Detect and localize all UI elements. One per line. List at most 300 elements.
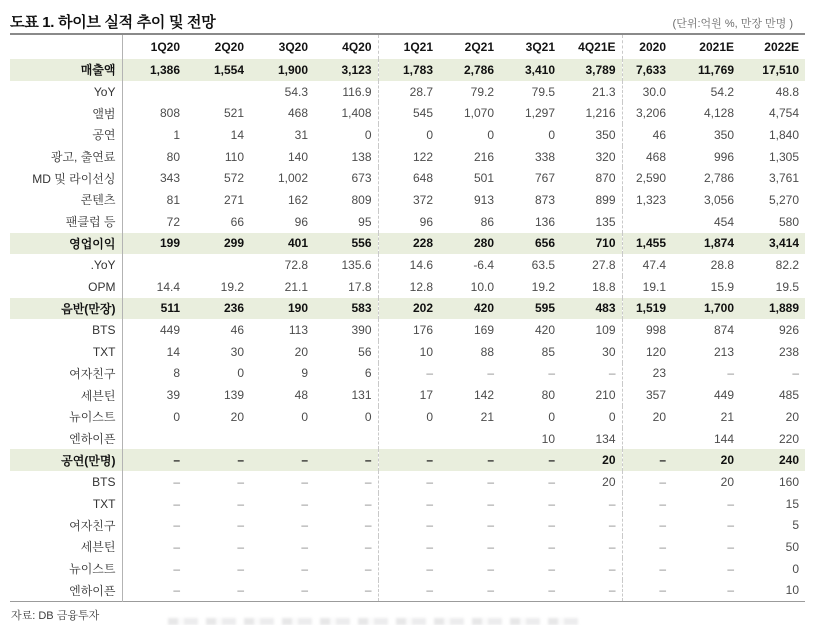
row-label: 여자친구 xyxy=(10,363,122,385)
table-cell: 80 xyxy=(166,149,180,164)
table-cell xyxy=(122,254,186,276)
table-cell: 46 xyxy=(622,124,672,146)
table-cell: 138 xyxy=(351,149,372,164)
table-cell: – xyxy=(727,583,734,598)
table-cell: 28.7 xyxy=(378,81,439,103)
table-cell: 85 xyxy=(541,344,555,359)
table-cell xyxy=(439,428,500,450)
table-cell: 17,510 xyxy=(740,59,805,81)
table-cell: 176 xyxy=(378,319,439,341)
table-cell: 10 xyxy=(541,431,555,446)
table-cell: 23 xyxy=(622,363,672,385)
table-cell: 210 xyxy=(595,388,616,403)
table-cell: – xyxy=(364,518,372,533)
table-cell: 30 xyxy=(602,344,616,359)
table-cell: 39 xyxy=(166,388,180,403)
table-cell: 213 xyxy=(713,344,734,359)
table-cell: 18.8 xyxy=(592,279,616,294)
table-cell: 1,305 xyxy=(768,149,799,164)
table-cell: – xyxy=(301,518,308,533)
table-cell: – xyxy=(301,561,308,576)
table-cell: – xyxy=(608,366,616,381)
table-cell: 95 xyxy=(358,214,372,229)
table-cell: – xyxy=(301,496,308,511)
table-cell: – xyxy=(622,580,672,602)
table-cell: 3,206 xyxy=(622,102,672,124)
column-header: 2Q20 xyxy=(214,40,244,54)
table-cell: 648 xyxy=(378,167,439,189)
table-cell: – xyxy=(237,539,244,554)
table-cell: 0 xyxy=(173,409,180,424)
table-row xyxy=(10,102,805,124)
table-cell: 1,455 xyxy=(622,233,672,255)
table-cell: 10 xyxy=(378,341,439,363)
table-cell: 220 xyxy=(778,431,799,446)
table-cell: 10 xyxy=(785,583,799,598)
table-row xyxy=(10,406,805,428)
table-cell: 350 xyxy=(595,127,616,142)
table-row xyxy=(10,558,805,580)
table-cell: 21.3 xyxy=(592,84,616,99)
table-cell: – xyxy=(548,518,555,533)
table-cell: 4,128 xyxy=(703,106,734,121)
column-header: 1Q21 xyxy=(378,34,439,59)
table-row xyxy=(10,363,805,385)
table-cell: 1,840 xyxy=(768,127,799,142)
table-cell: – xyxy=(186,449,250,471)
table-cell: 20 xyxy=(672,449,740,471)
table-cell: 1,874 xyxy=(672,233,740,255)
table-row xyxy=(10,233,805,255)
table-cell: – xyxy=(314,449,378,471)
table-cell: – xyxy=(173,561,180,576)
table-cell: 54.3 xyxy=(284,84,308,99)
table-cell: 162 xyxy=(287,192,308,207)
row-label: 음반(만장) xyxy=(10,298,122,320)
table-cell: 468 xyxy=(622,146,672,168)
row-label: BTS xyxy=(10,471,122,493)
column-header: 4Q21E xyxy=(578,40,616,54)
table-cell: 11,769 xyxy=(672,59,740,81)
table-row xyxy=(10,254,805,276)
table-cell: 913 xyxy=(473,192,494,207)
row-label: 엔하이픈 xyxy=(10,580,122,602)
table-cell: 139 xyxy=(223,388,244,403)
table-cell: 468 xyxy=(287,106,308,121)
table-cell: 580 xyxy=(778,214,799,229)
table-cell: 19.1 xyxy=(622,276,672,298)
table-cell: – xyxy=(378,514,439,536)
table-cell: – xyxy=(622,558,672,580)
row-label: TXT xyxy=(10,341,122,363)
table-cell: 140 xyxy=(287,149,308,164)
table-cell: – xyxy=(173,518,180,533)
table-cell: 109 xyxy=(595,323,616,338)
row-label: 공연(만명) xyxy=(10,449,122,471)
table-cell: 483 xyxy=(561,298,622,320)
table-cell: – xyxy=(487,474,494,489)
row-label: 매출액 xyxy=(10,59,122,81)
table-cell: 20 xyxy=(230,409,244,424)
column-header: 2021E xyxy=(699,40,734,54)
table-cell: – xyxy=(364,561,372,576)
table-cell: 0 xyxy=(378,406,439,428)
table-cell: 1,002 xyxy=(277,171,308,186)
table-row xyxy=(10,298,805,320)
table-row xyxy=(10,59,805,81)
table-cell: 15.9 xyxy=(710,279,734,294)
row-label: MD 및 라이선싱 xyxy=(10,167,122,189)
table-cell: 3,414 xyxy=(740,233,805,255)
table-cell: 556 xyxy=(314,233,378,255)
table-cell: – xyxy=(301,583,308,598)
table-cell: – xyxy=(301,539,308,554)
column-header: 2022E xyxy=(764,40,799,54)
table-cell: – xyxy=(237,496,244,511)
table-row xyxy=(10,276,805,298)
table-cell: 66 xyxy=(230,214,244,229)
table-cell: 0 xyxy=(548,409,555,424)
table-cell: 240 xyxy=(740,449,805,471)
table-cell: – xyxy=(727,366,734,381)
table-cell: 81 xyxy=(166,192,180,207)
table-cell: 357 xyxy=(622,384,672,406)
table-cell: 96 xyxy=(294,214,308,229)
table-cell: 271 xyxy=(223,192,244,207)
table-cell: 47.4 xyxy=(622,254,672,276)
source-note: 자료: DB 금융투자 xyxy=(11,609,100,622)
table-cell: 20 xyxy=(622,406,672,428)
table-cell: 20 xyxy=(602,474,616,489)
table-cell: 12.8 xyxy=(378,276,439,298)
table-row xyxy=(10,493,805,515)
table-cell: – xyxy=(608,583,616,598)
table-cell: 501 xyxy=(473,171,494,186)
row-label: OPM xyxy=(10,276,122,298)
table-cell: 122 xyxy=(378,146,439,168)
table-cell: 1,070 xyxy=(463,106,494,121)
table-cell: 21 xyxy=(720,409,734,424)
table-cell: 350 xyxy=(713,127,734,142)
table-row xyxy=(10,471,805,493)
table-cell: 673 xyxy=(351,171,372,186)
table-cell: 583 xyxy=(314,298,378,320)
table-cell: – xyxy=(378,493,439,515)
table-cell: – xyxy=(622,493,672,515)
table-cell xyxy=(122,81,186,103)
table-cell: 79.5 xyxy=(531,84,555,99)
table-cell: 216 xyxy=(473,149,494,164)
row-label: 광고, 출연료 xyxy=(10,146,122,168)
table-cell: 20 xyxy=(294,344,308,359)
table-cell xyxy=(314,428,378,450)
table-cell: 0 xyxy=(608,409,616,424)
table-cell: – xyxy=(608,539,616,554)
row-label: 공연 xyxy=(10,124,122,146)
table-cell: 72 xyxy=(166,214,180,229)
table-row xyxy=(10,580,805,602)
table-cell: 28.8 xyxy=(710,258,734,273)
table-cell: – xyxy=(487,561,494,576)
table-cell: 1,783 xyxy=(378,59,439,81)
table-cell xyxy=(186,81,250,103)
row-label: YoY xyxy=(10,81,122,103)
table-cell: 899 xyxy=(595,192,616,207)
table-cell: – xyxy=(301,474,308,489)
table-row xyxy=(10,341,805,363)
table-cell: – xyxy=(548,366,555,381)
table-cell: 27.8 xyxy=(592,258,616,273)
table-cell: 14.6 xyxy=(378,254,439,276)
table-cell: 511 xyxy=(122,298,186,320)
table-cell: – xyxy=(237,518,244,533)
table-row xyxy=(10,81,805,103)
table-cell: 0 xyxy=(364,127,372,142)
row-label: 뉴이스트 xyxy=(10,406,122,428)
corner-cell xyxy=(10,34,122,59)
column-header: 3Q21 xyxy=(525,40,555,54)
table-cell: 420 xyxy=(534,323,555,338)
table-cell: 135 xyxy=(595,214,616,229)
table-cell: 1,554 xyxy=(186,59,250,81)
table-cell: 238 xyxy=(778,344,799,359)
table-row xyxy=(10,146,805,168)
table-cell: 926 xyxy=(778,323,799,338)
table-cell: – xyxy=(487,583,494,598)
table-cell: – xyxy=(727,561,734,576)
table-cell: 572 xyxy=(223,171,244,186)
table-cell: 0 xyxy=(364,409,372,424)
table-cell: 3,123 xyxy=(314,59,378,81)
row-label: 영업이익 xyxy=(10,233,122,255)
figure-title: 도표 1. 하이브 실적 추이 및 전망 xyxy=(10,14,216,31)
table-cell: – xyxy=(378,363,439,385)
table-cell: – xyxy=(792,366,799,381)
table-cell: 116.9 xyxy=(342,84,372,99)
table-cell: 996 xyxy=(713,149,734,164)
table-row xyxy=(10,514,805,536)
table-cell: – xyxy=(548,539,555,554)
table-cell: 1,519 xyxy=(622,298,672,320)
table-cell: 19.2 xyxy=(220,279,244,294)
row-label: 뉴이스트 xyxy=(10,558,122,580)
table-cell: 110 xyxy=(224,149,244,164)
table-cell: 48 xyxy=(294,388,308,403)
table-cell: 56 xyxy=(358,344,372,359)
table-cell: 5,270 xyxy=(768,192,799,207)
table-head xyxy=(10,34,805,59)
table-cell: 20 xyxy=(785,409,799,424)
table-row xyxy=(10,428,805,450)
table-cell: 1,323 xyxy=(622,189,672,211)
table-cell: 54.2 xyxy=(710,84,734,99)
table-cell: 485 xyxy=(778,388,799,403)
row-label: 세븐틴 xyxy=(10,536,122,558)
table-cell: 7,633 xyxy=(622,59,672,81)
table-row xyxy=(10,211,805,233)
table-cell: – xyxy=(608,496,616,511)
table-cell: 120 xyxy=(622,341,672,363)
table-cell: 449 xyxy=(159,323,180,338)
table-cell: 14.4 xyxy=(156,279,180,294)
table-cell: – xyxy=(487,518,494,533)
table-cell: – xyxy=(622,536,672,558)
table-cell: – xyxy=(237,583,244,598)
table-cell: -6.4 xyxy=(473,258,494,273)
table-cell: 1 xyxy=(173,127,180,142)
row-label: 여자친구 xyxy=(10,514,122,536)
table-cell: 9 xyxy=(301,366,308,381)
table-cell: – xyxy=(364,474,372,489)
table-cell: – xyxy=(237,561,244,576)
row-label: 팬클럽 등 xyxy=(10,211,122,233)
table-cell: 46 xyxy=(230,323,244,338)
table-cell: – xyxy=(173,583,180,598)
table-cell: 0 xyxy=(548,127,555,142)
table-cell: 10.0 xyxy=(470,279,494,294)
table-cell: 21.1 xyxy=(284,279,308,294)
row-label: 콘텐츠 xyxy=(10,189,122,211)
table-cell: 50 xyxy=(785,539,799,554)
table-cell: 31 xyxy=(294,127,308,142)
table-cell: – xyxy=(364,539,372,554)
row-label: 엔하이픈 xyxy=(10,428,122,450)
column-header: 3Q20 xyxy=(278,40,308,54)
financial-table xyxy=(10,33,805,602)
table-cell xyxy=(122,428,186,450)
table-cell: – xyxy=(608,518,616,533)
table-cell: 96 xyxy=(378,211,439,233)
table-cell: – xyxy=(487,366,494,381)
table-cell: 521 xyxy=(223,106,244,121)
table-cell: 17.8 xyxy=(348,279,372,294)
table-cell: – xyxy=(727,518,734,533)
table-header-row xyxy=(10,34,805,59)
table-cell: 809 xyxy=(351,192,372,207)
table-cell: 136 xyxy=(534,214,555,229)
table-cell: 30.0 xyxy=(622,81,672,103)
table-cell: 320 xyxy=(595,149,616,164)
table-cell: 0 xyxy=(378,124,439,146)
table-cell: 160 xyxy=(778,474,799,489)
table-cell: – xyxy=(548,474,555,489)
table-cell: 1,386 xyxy=(122,59,186,81)
table-cell: 63.5 xyxy=(531,258,555,273)
table-cell: – xyxy=(487,496,494,511)
table-cell: 280 xyxy=(439,233,500,255)
table-cell: 144 xyxy=(713,431,734,446)
table-cell xyxy=(622,428,672,450)
table-cell: 142 xyxy=(473,388,494,403)
table-cell: 1,216 xyxy=(585,106,616,121)
table-cell: 17 xyxy=(378,384,439,406)
table-cell: 1,700 xyxy=(672,298,740,320)
table-cell: – xyxy=(122,449,186,471)
table-cell: 401 xyxy=(250,233,314,255)
table-cell: – xyxy=(622,514,672,536)
table-row xyxy=(10,167,805,189)
table-cell: – xyxy=(487,539,494,554)
table-cell: 454 xyxy=(713,214,734,229)
table-row xyxy=(10,536,805,558)
table-cell: 767 xyxy=(534,171,555,186)
table-cell: 20 xyxy=(561,449,622,471)
table-cell: – xyxy=(727,496,734,511)
table-cell: 870 xyxy=(595,171,616,186)
clipped-next-caption xyxy=(168,618,586,625)
table-cell: 15 xyxy=(785,496,799,511)
table-cell: 19.2 xyxy=(531,279,555,294)
table-cell: 20 xyxy=(720,474,734,489)
table-cell: 390 xyxy=(351,323,372,338)
table-cell: 1,408 xyxy=(341,106,372,121)
table-cell: 873 xyxy=(534,192,555,207)
table-cell: 343 xyxy=(159,171,180,186)
table-cell: 0 xyxy=(487,127,494,142)
table-row xyxy=(10,384,805,406)
table-cell: 656 xyxy=(500,233,561,255)
table-body xyxy=(10,59,805,601)
unit-note: (단위:억원 %, 만장 만명 ) xyxy=(672,18,793,30)
table-cell: – xyxy=(439,449,500,471)
table-cell: – xyxy=(500,449,561,471)
table-cell: 3,761 xyxy=(768,171,799,186)
table-cell: – xyxy=(173,496,180,511)
table-cell: 420 xyxy=(439,298,500,320)
table-cell: – xyxy=(378,471,439,493)
table-row xyxy=(10,319,805,341)
table-cell: 169 xyxy=(473,323,494,338)
table-cell: 21 xyxy=(480,409,494,424)
table-cell: 998 xyxy=(622,319,672,341)
table-cell: 236 xyxy=(186,298,250,320)
table-cell: 710 xyxy=(561,233,622,255)
table-cell: 874 xyxy=(713,323,734,338)
table-cell: 299 xyxy=(186,233,250,255)
table-cell: 30 xyxy=(230,344,244,359)
table-cell: 82.2 xyxy=(775,258,799,273)
table-cell: 3,410 xyxy=(500,59,561,81)
table-cell: 134 xyxy=(595,431,616,446)
table-cell: 135.6 xyxy=(341,258,372,273)
table-cell: – xyxy=(622,471,672,493)
table-cell xyxy=(250,428,314,450)
table-cell: 113 xyxy=(288,323,308,338)
table-cell: 86 xyxy=(480,214,494,229)
table-cell: – xyxy=(378,449,439,471)
figure-header xyxy=(10,6,793,32)
row-label: BTS xyxy=(10,319,122,341)
table-cell: 1,889 xyxy=(740,298,805,320)
table-cell: 14 xyxy=(166,344,180,359)
table-cell: 808 xyxy=(159,106,180,121)
column-header: 1Q20 xyxy=(150,40,180,54)
table-cell: – xyxy=(378,580,439,602)
table-cell: 228 xyxy=(378,233,439,255)
table-cell: 131 xyxy=(351,388,372,403)
table-cell: 0 xyxy=(301,409,308,424)
table-cell: 595 xyxy=(500,298,561,320)
table-cell: – xyxy=(548,561,555,576)
table-row xyxy=(10,124,805,146)
table-cell xyxy=(186,428,250,450)
table-cell: 19.5 xyxy=(775,279,799,294)
table-cell: 545 xyxy=(378,102,439,124)
table-cell: 449 xyxy=(713,388,734,403)
table-cell: 1,900 xyxy=(250,59,314,81)
table-cell: – xyxy=(364,583,372,598)
table-cell: – xyxy=(173,539,180,554)
